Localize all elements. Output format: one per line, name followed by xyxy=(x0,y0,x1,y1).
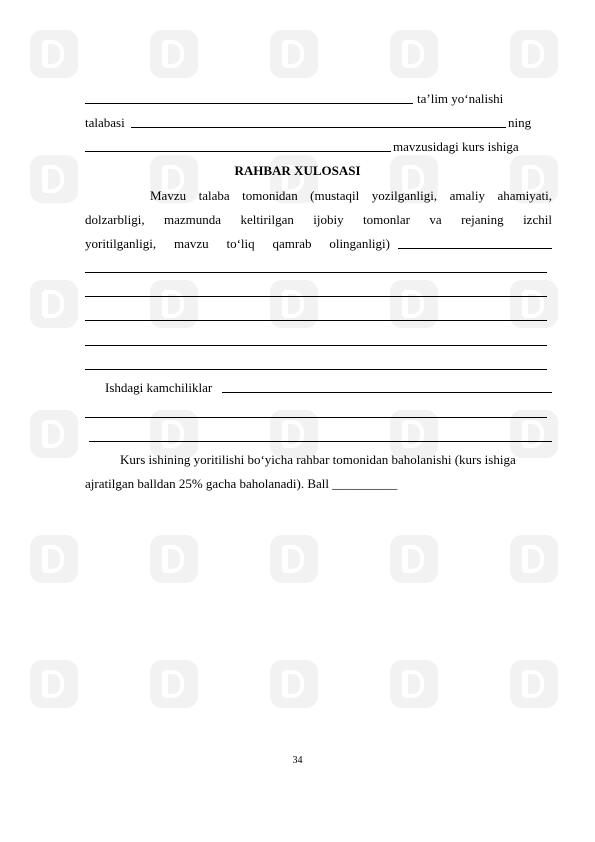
word: ahamiyati, xyxy=(497,188,552,203)
word: olinganligi) xyxy=(329,236,390,251)
paragraph-line xyxy=(150,188,552,204)
word: va xyxy=(429,212,442,227)
watermark-icon xyxy=(510,535,558,583)
word: dolzarbligi, xyxy=(85,212,145,227)
watermark-icon xyxy=(510,30,558,78)
word: qamrab xyxy=(272,236,312,251)
word: keltirilgan xyxy=(240,212,294,227)
blank-line-topic[interactable] xyxy=(85,151,391,152)
word: yoritilganligi, xyxy=(85,236,157,251)
word: amaliy xyxy=(449,188,485,203)
watermark-icon xyxy=(510,660,558,708)
shortcomings-label: Ishdagi kamchiliklar xyxy=(105,380,213,395)
word: Mavzu xyxy=(150,188,187,203)
watermark-icon xyxy=(30,535,78,583)
direction-suffix: ta’lim yo‘nalishi xyxy=(417,91,504,106)
word: mazmunda xyxy=(163,212,222,227)
watermark-icon xyxy=(150,660,198,708)
assessment-text-2: ajratilgan balldan 25% gacha baholanadi). Ball xyxy=(85,476,330,491)
section-title: RAHBAR XULOSASI xyxy=(234,163,361,178)
word: mavzu xyxy=(173,236,209,251)
watermark-icon xyxy=(30,660,78,708)
watermark-icon xyxy=(270,30,318,78)
paragraph-line xyxy=(85,212,552,228)
page-number: 34 xyxy=(292,755,303,766)
blank-line-shortcomings[interactable] xyxy=(222,392,552,393)
blank-line-conclusion[interactable] xyxy=(85,296,547,297)
blank-line-conclusion[interactable] xyxy=(85,345,547,346)
word: talaba xyxy=(198,188,230,203)
word: tomonlar xyxy=(363,212,410,227)
watermark-icon xyxy=(390,30,438,78)
student-label: talabasi xyxy=(85,115,125,130)
word: rejaning xyxy=(461,212,504,227)
topic-suffix: mavzusidagi kurs ishiga xyxy=(393,139,519,154)
watermark-icon xyxy=(30,410,78,458)
word: yozilganligi, xyxy=(371,188,438,203)
blank-line-student[interactable] xyxy=(131,127,506,128)
watermark-icon xyxy=(30,280,78,328)
word: (mustaqil xyxy=(310,188,360,203)
blank-line-conclusion[interactable] xyxy=(85,369,547,370)
blank-line-conclusion[interactable] xyxy=(85,272,547,273)
blank-line-conclusion[interactable] xyxy=(398,248,552,249)
blank-line-shortcomings[interactable] xyxy=(89,441,552,442)
watermark-icon xyxy=(150,30,198,78)
blank-line-shortcomings[interactable] xyxy=(85,417,547,418)
watermark-icon xyxy=(30,30,78,78)
assessment-text xyxy=(85,476,397,492)
word: ijobiy xyxy=(313,212,344,227)
watermark-icon xyxy=(270,660,318,708)
watermark-icon xyxy=(390,535,438,583)
word: tomonidan xyxy=(242,188,298,203)
blank-line-direction[interactable] xyxy=(85,103,413,104)
score-field[interactable]: __________ xyxy=(332,476,398,491)
student-suffix: ning xyxy=(508,115,532,130)
paragraph-line xyxy=(85,236,390,252)
watermark-icon xyxy=(150,535,198,583)
watermark-icon xyxy=(390,660,438,708)
word: izchil xyxy=(523,212,552,227)
watermark-icon xyxy=(270,535,318,583)
word: to‘liq xyxy=(226,236,255,251)
blank-line-conclusion[interactable] xyxy=(85,320,547,321)
assessment-text: Kurs ishining yoritilishi bo‘yicha rahbar tomonidan baholanishi (kurs ishiga xyxy=(120,452,516,467)
